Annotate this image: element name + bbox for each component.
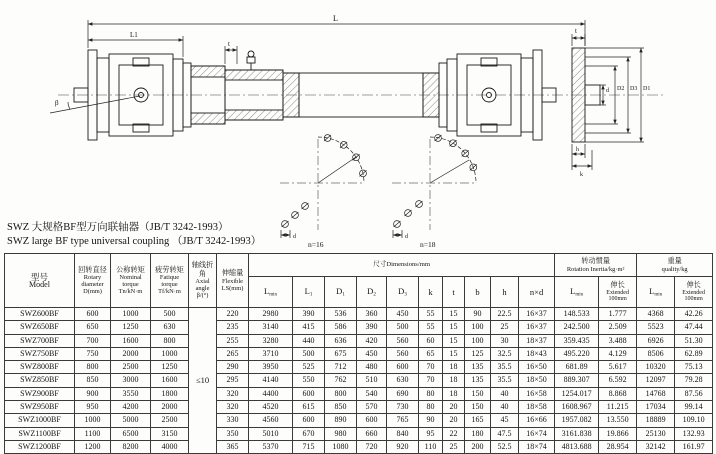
table-cell: 70: [419, 361, 443, 374]
table-cell: 600: [293, 414, 325, 427]
table-cell: 3140: [249, 321, 293, 334]
table-cell: 1600: [151, 374, 189, 387]
table-cell: 920: [387, 440, 419, 453]
table-cell: 5370: [249, 440, 293, 453]
table-cell: 47.44: [675, 321, 713, 334]
table-cell: 390: [357, 321, 387, 334]
table-cell: 80: [419, 387, 443, 400]
table-cell: 32142: [637, 440, 675, 453]
table-cell: 30: [491, 334, 519, 347]
table-cell: 681.89: [555, 361, 599, 374]
table-cell: 19.866: [599, 427, 637, 440]
table-cell: 1600: [111, 334, 151, 347]
table-cell: 4813.688: [555, 440, 599, 453]
table-cell: 630: [151, 321, 189, 334]
col-header-flexible: 伸缩量 Flexible LS(mm): [217, 254, 249, 308]
table-cell: 4200: [111, 401, 151, 414]
cell-model: SWZ850BF: [5, 374, 75, 387]
table-cell: 15: [443, 347, 465, 360]
table-cell: 890: [325, 414, 357, 427]
table-cell: 320: [217, 401, 249, 414]
table-cell: 295: [217, 374, 249, 387]
table-cell: 1250: [151, 361, 189, 374]
table-cell: 28.954: [599, 440, 637, 453]
label-overall-length: L: [333, 14, 338, 23]
table-cell: 220: [217, 308, 249, 321]
table-cell: 420: [357, 334, 387, 347]
table-cell: 889.307: [555, 374, 599, 387]
table-cell: 16×74: [519, 427, 555, 440]
table-cell: 99.14: [675, 401, 713, 414]
col-header-inertia-lmin: $L_{min}$: [555, 277, 599, 308]
label-flange-thickness-right: t: [575, 27, 577, 35]
table-cell: 525: [293, 361, 325, 374]
col-header-model: 型号 Model: [5, 254, 75, 308]
table-cell: 900: [75, 387, 111, 400]
table-cell: 630: [387, 374, 419, 387]
group-header-dimensions: 尺寸Dimensions/mm: [249, 254, 555, 277]
table-cell: 18: [443, 361, 465, 374]
label-detail-d-right: d: [405, 234, 408, 240]
table-cell: 4.129: [599, 347, 637, 360]
grease-fitting-icon: [247, 51, 255, 70]
label-h-dim: h: [576, 147, 579, 153]
table-cell: 1200: [75, 440, 111, 453]
title-zh: SWZ 大规格BF型万向联轴器（JB/T 3242-1993）: [7, 222, 229, 233]
table-cell: 75.13: [675, 361, 713, 374]
col-header-nxd: n×d: [519, 277, 555, 308]
table-cell: 132.93: [675, 427, 713, 440]
table-cell: 15: [443, 334, 465, 347]
table-cell: 125: [465, 347, 491, 360]
table-cell: 600: [75, 308, 111, 321]
cell-model: SWZ1100BF: [5, 427, 75, 440]
table-cell: 90: [465, 308, 491, 321]
table-cell: 15: [443, 321, 465, 334]
table-cell: 5.617: [599, 361, 637, 374]
table-cell: 980: [325, 427, 357, 440]
table-cell: 1000: [75, 414, 111, 427]
table-cell: 15: [443, 308, 465, 321]
cell-model: SWZ700BF: [5, 334, 75, 347]
table-row: [5, 440, 713, 453]
table-row: [5, 427, 713, 440]
table-cell: 615: [293, 401, 325, 414]
col-header-L1: $L_1$: [293, 277, 325, 308]
table-cell: 109.10: [675, 414, 713, 427]
table-cell: 765: [387, 414, 419, 427]
title-en: SWZ large BF type universal coupling （JB/T 3242-1993）: [7, 235, 262, 247]
table-cell: 87.56: [675, 387, 713, 400]
table-cell: 1957.082: [555, 414, 599, 427]
table-cell: 840: [387, 427, 419, 440]
col-header-D3: $D_3$: [387, 277, 419, 308]
table-cell: 500: [387, 321, 419, 334]
col-header-D2: $D_2$: [357, 277, 387, 308]
table-row: [5, 414, 713, 427]
cell-model: SWZ1000BF: [5, 414, 75, 427]
table-cell: 3000: [111, 374, 151, 387]
table-cell: 850: [325, 401, 357, 414]
table-cell: 45: [491, 414, 519, 427]
title-block: [7, 221, 261, 248]
table-cell: 16×37: [519, 308, 555, 321]
table-cell: 5523: [637, 321, 675, 334]
table-cell: 540: [357, 387, 387, 400]
table-cell: 560: [387, 347, 419, 360]
table-cell: 8.868: [599, 387, 637, 400]
table-cell: 670: [293, 427, 325, 440]
table-cell: 550: [293, 374, 325, 387]
table-cell: 22.5: [491, 308, 519, 321]
cell-model: SWZ750BF: [5, 347, 75, 360]
cell-model: SWZ650BF: [5, 321, 75, 334]
coupling-spec-table: [4, 253, 713, 454]
table-cell: 675: [325, 347, 357, 360]
table-cell: 450: [387, 308, 419, 321]
table-cell: 110: [419, 440, 443, 453]
table-cell: 150: [465, 387, 491, 400]
table-cell: 200: [465, 440, 491, 453]
cell-model: SWZ800BF: [5, 361, 75, 374]
detail-view-n18: [392, 135, 477, 238]
table-cell: 135: [465, 361, 491, 374]
table-cell: 4368: [637, 308, 675, 321]
table-cell: 440: [293, 334, 325, 347]
table-cell: 18: [443, 374, 465, 387]
table-cell: 90: [419, 414, 443, 427]
table-cell: 1.777: [599, 308, 637, 321]
label-bolt-circle-diameter: D3: [630, 86, 638, 92]
table-cell: 25: [491, 321, 519, 334]
table-cell: 16×66: [519, 414, 555, 427]
dimension-labels: [55, 14, 650, 178]
table-cell: 390: [293, 308, 325, 321]
table-cell: 100: [465, 334, 491, 347]
table-cell: 850: [75, 374, 111, 387]
table-cell: 290: [217, 361, 249, 374]
table-cell: 5010: [249, 427, 293, 440]
table-cell: 3161.838: [555, 427, 599, 440]
table-cell: 18×74: [519, 440, 555, 453]
table-cell: 1000: [111, 308, 151, 321]
table-cell: 3.488: [599, 334, 637, 347]
table-cell: 800: [75, 361, 111, 374]
label-spigot-diameter: D2: [617, 86, 625, 92]
table-cell: 65: [419, 347, 443, 360]
col-header-h: h: [491, 277, 519, 308]
table-cell: 600: [357, 414, 387, 427]
table-cell: 1250: [111, 321, 151, 334]
table-cell: 320: [217, 387, 249, 400]
table-cell: 650: [75, 321, 111, 334]
table-cell: 2500: [151, 414, 189, 427]
table-cell: 51.30: [675, 334, 713, 347]
table-cell: 242.500: [555, 321, 599, 334]
table-cell: 800: [151, 334, 189, 347]
table-cell: 8200: [111, 440, 151, 453]
table-cell: 135: [465, 374, 491, 387]
col-header-axial-angle: 轴线折角 Axial angle β/(°): [189, 254, 217, 308]
table-cell: 35.5: [491, 361, 519, 374]
table-cell: 25130: [637, 427, 675, 440]
table-cell: 3550: [111, 387, 151, 400]
table-row: [5, 308, 713, 321]
table-cell: 712: [325, 361, 357, 374]
table-cell: 18×37: [519, 334, 555, 347]
table-cell: 12097: [637, 374, 675, 387]
table-cell: 1000: [151, 347, 189, 360]
table-cell: 62.89: [675, 347, 713, 360]
table-cell: 450: [357, 347, 387, 360]
table-cell: 360: [357, 308, 387, 321]
col-header-D1: $D_1$: [325, 277, 357, 308]
table-cell: 350: [217, 427, 249, 440]
col-header-k: k: [419, 277, 443, 308]
table-cell: 32.5: [491, 347, 519, 360]
col-header-fatigue-torque: 疲劳转矩 Fatique torque Tf/kN·m: [151, 254, 189, 308]
table-cell: 165: [465, 414, 491, 427]
table-cell: 690: [387, 387, 419, 400]
table-cell: 79.28: [675, 374, 713, 387]
table-cell: 100: [465, 321, 491, 334]
table-cell: 60: [419, 334, 443, 347]
table-cell: 2000: [111, 347, 151, 360]
table-cell: 730: [387, 401, 419, 414]
table-cell: 700: [75, 334, 111, 347]
table-cell: 18×43: [519, 347, 555, 360]
table-cell: 80: [419, 401, 443, 414]
table-cell: 6.592: [599, 374, 637, 387]
table-cell: 25: [443, 440, 465, 453]
table-cell: 4000: [151, 440, 189, 453]
table-cell: 52.5: [491, 440, 519, 453]
table-cell: 95: [419, 427, 443, 440]
bolt-hole-icon: [282, 135, 367, 228]
table-cell: 16×50: [519, 361, 555, 374]
table-cell: 2000: [151, 401, 189, 414]
table-cell: 495.220: [555, 347, 599, 360]
table-cell: 255: [217, 334, 249, 347]
table-cell: 1100: [75, 427, 111, 440]
col-header-t: t: [443, 277, 465, 308]
table-cell: 265: [217, 347, 249, 360]
table-cell: 950: [75, 401, 111, 414]
table-cell: 1608.967: [555, 401, 599, 414]
table-cell: 415: [293, 321, 325, 334]
table-cell: 3280: [249, 334, 293, 347]
table-cell: 570: [357, 401, 387, 414]
table-cell: 11.215: [599, 401, 637, 414]
col-header-b: b: [465, 277, 491, 308]
table-cell: 14768: [637, 387, 675, 400]
table-row: [5, 361, 713, 374]
table-cell: 20: [443, 401, 465, 414]
col-header-rotary-diameter: 回转直径 Rotary diameter D(mm): [75, 254, 111, 308]
label-hub-diameter: d: [606, 88, 609, 94]
table-cell: 8506: [637, 347, 675, 360]
table-cell: 3710: [249, 347, 293, 360]
table-cell: 600: [293, 387, 325, 400]
table-cell: 161.97: [675, 440, 713, 453]
table-cell: 4520: [249, 401, 293, 414]
table-cell: 1800: [151, 387, 189, 400]
table-cell: 16×37: [519, 321, 555, 334]
table-cell: 536: [325, 308, 357, 321]
table-row: [5, 387, 713, 400]
table-cell: 6926: [637, 334, 675, 347]
table-cell: 762: [325, 374, 357, 387]
table-cell: 660: [357, 427, 387, 440]
cell-model: SWZ1200BF: [5, 440, 75, 453]
table-cell: 148.533: [555, 308, 599, 321]
table-row: [5, 374, 713, 387]
table-cell: 180: [465, 427, 491, 440]
table-cell: 47.5: [491, 427, 519, 440]
table-cell: 560: [387, 334, 419, 347]
table-cell: 4400: [249, 387, 293, 400]
col-header-inertia-extended: 伸长 Extended 100mm: [599, 277, 637, 308]
group-header-rotation-inertia: 转动惯量 Rotation Inertia/kg·m²: [555, 254, 637, 277]
table-cell: 510: [357, 374, 387, 387]
table-cell: 70: [419, 374, 443, 387]
table-cell: 17034: [637, 401, 675, 414]
table-cell: 480: [357, 361, 387, 374]
cell-model: SWZ950BF: [5, 401, 75, 414]
detail-view-n16: [280, 135, 367, 238]
table-cell: 715: [293, 440, 325, 453]
table-cell: 330: [217, 414, 249, 427]
label-flange-thickness-mid: t: [228, 40, 230, 48]
table-cell: 22: [443, 427, 465, 440]
table-cell: 18: [443, 387, 465, 400]
table-cell: 20: [443, 414, 465, 427]
table-cell: 636: [325, 334, 357, 347]
table-cell: 500: [293, 347, 325, 360]
table-cell: 55: [419, 308, 443, 321]
table-row: [5, 334, 713, 347]
table-cell: 500: [151, 308, 189, 321]
cell-model: SWZ900BF: [5, 387, 75, 400]
table-cell: 55: [419, 321, 443, 334]
table-cell: 5000: [111, 414, 151, 427]
table-cell: 16×58: [519, 387, 555, 400]
table-cell: 359.435: [555, 334, 599, 347]
table-cell: 3950: [249, 361, 293, 374]
table-cell: 235: [217, 321, 249, 334]
table-cell: 2980: [249, 308, 293, 321]
col-header-quality-lmin: $L_{min}$: [637, 277, 675, 308]
label-detail-d-left: d: [293, 234, 296, 240]
table-cell: 18889: [637, 414, 675, 427]
table-row: [5, 401, 713, 414]
table-cell: 720: [357, 440, 387, 453]
table-row: [5, 321, 713, 334]
label-axial-angle: β: [55, 99, 59, 107]
table-cell: 6500: [111, 427, 151, 440]
table-cell: 3150: [151, 427, 189, 440]
table-cell: 800: [325, 387, 357, 400]
table-cell: 18×50: [519, 374, 555, 387]
col-header-quality-extended: 伸长 Extended 100mm: [675, 277, 713, 308]
label-detail-n18: n=18: [420, 240, 436, 249]
table-cell: 150: [465, 401, 491, 414]
group-header-quality: 重量 quality/kg: [637, 254, 713, 277]
table-cell: 13.550: [599, 414, 637, 427]
label-k-dim: k: [580, 172, 583, 178]
table-cell: 586: [325, 321, 357, 334]
table-cell: 4140: [249, 374, 293, 387]
table-row: [5, 347, 713, 360]
table-cell: 35.5: [491, 374, 519, 387]
label-joint-length: L1: [130, 31, 138, 39]
col-header-nominal-torque: 公称转矩 Nominal torque Tn/kN·m: [111, 254, 151, 308]
table-cell: 4560: [249, 414, 293, 427]
table-cell: 600: [387, 361, 419, 374]
bolt-hole-icon: [394, 135, 477, 228]
table-cell: 18×58: [519, 401, 555, 414]
table-cell: 2500: [111, 361, 151, 374]
label-detail-n16: n=16: [308, 240, 324, 249]
table-cell: 1254.017: [555, 387, 599, 400]
cell-axial-angle: ≤10: [189, 308, 217, 454]
table-cell: 365: [217, 440, 249, 453]
cell-model: SWZ600BF: [5, 308, 75, 321]
table-cell: 40: [491, 401, 519, 414]
col-header-Lmin: $L_{min}$: [249, 277, 293, 308]
table-cell: 42.26: [675, 308, 713, 321]
table-cell: 2.509: [599, 321, 637, 334]
label-outer-diameter: D1: [643, 86, 651, 92]
table-cell: 40: [491, 387, 519, 400]
table-cell: 750: [75, 347, 111, 360]
table-cell: 10320: [637, 361, 675, 374]
table-cell: 1080: [325, 440, 357, 453]
